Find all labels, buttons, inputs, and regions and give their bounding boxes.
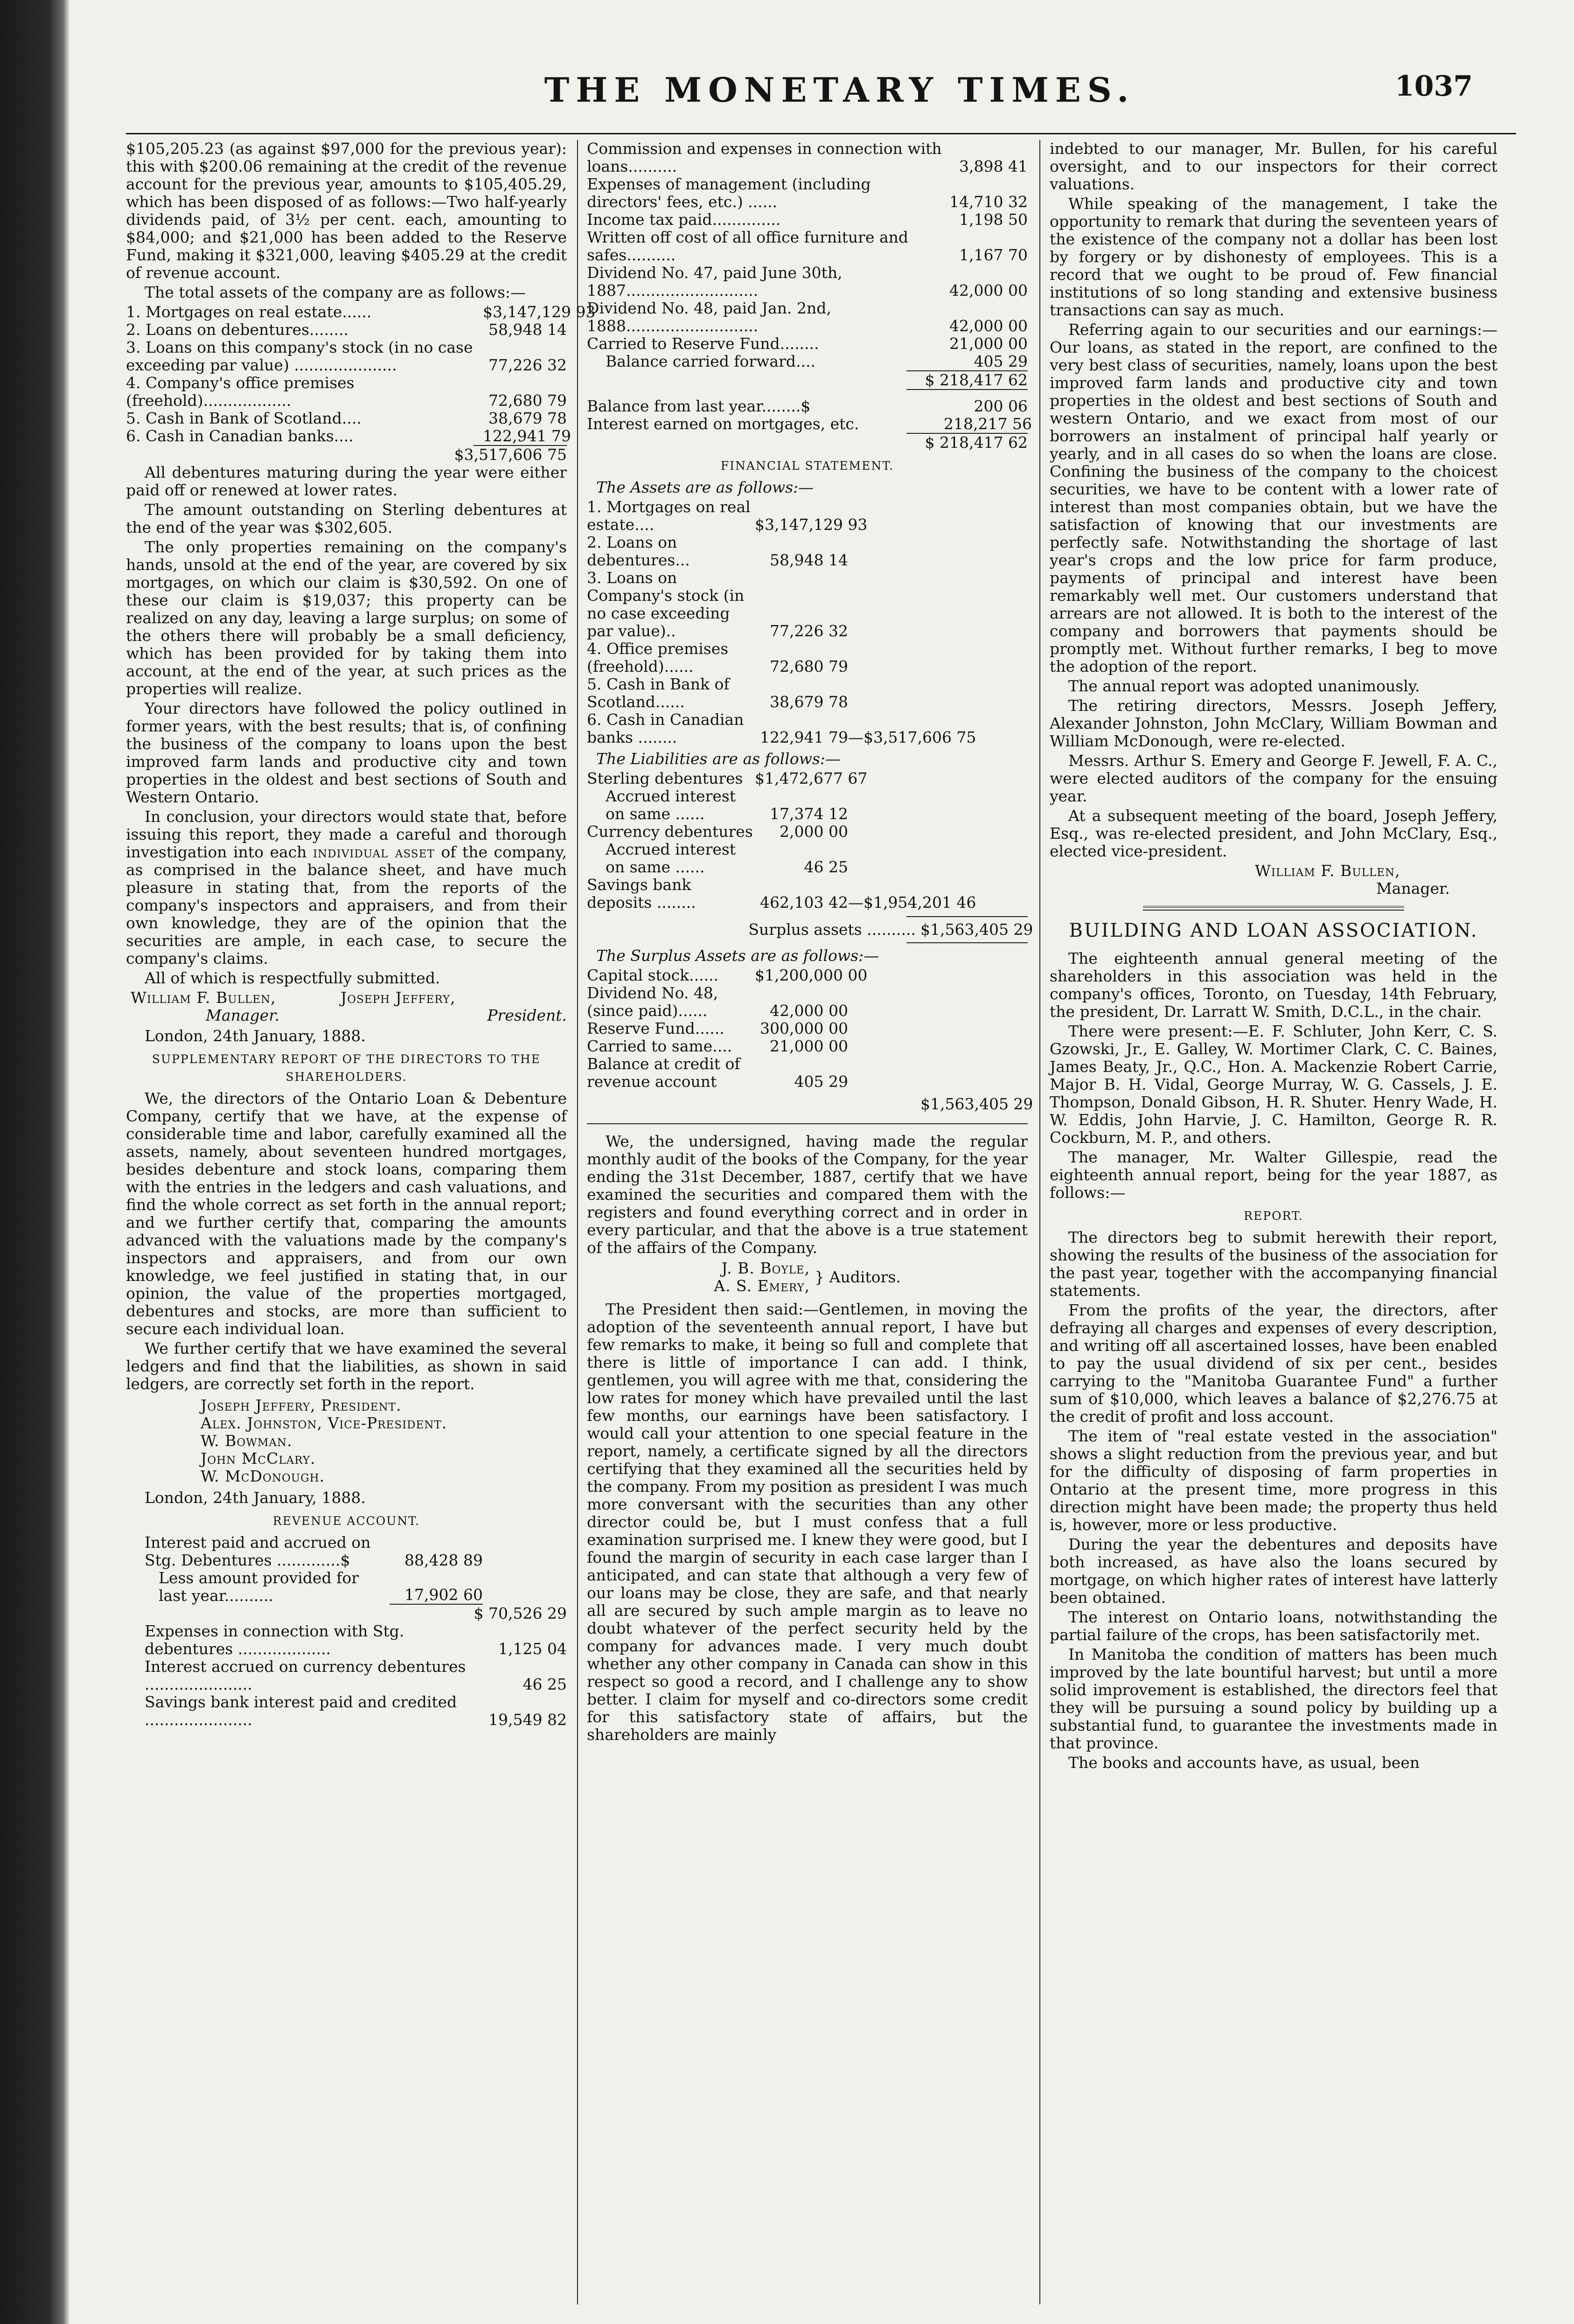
surplus-asset-row: Capital stock...... $1,200,000 00 (587, 966, 868, 984)
liability-row: Accrued interest on same ...... 17,374 12 (606, 787, 848, 823)
asset-row: 4. Office premises (freehold)...... 72,680 79 (587, 640, 848, 675)
page-spine-shadow (0, 0, 70, 2324)
column-rule-2 (1039, 140, 1040, 2304)
signature-titles: Manager. President. (206, 1006, 567, 1024)
liabilities-subheading: The Liabilities are as follows:— (596, 750, 841, 768)
surplus-asset-row: Dividend No. 48, (since paid)...... 42,000 00 (587, 984, 848, 1020)
paragraph: We further certify that we have examined the several ledgers and find that the liabilities, as shown in said ledgers, are correctly set forth in the report. (126, 1339, 567, 1393)
asset-row: 2. Loans on debentures........ 58,948 14 (126, 320, 567, 339)
financial-assets (587, 498, 1028, 746)
paragraph: $105,205.23 (as against $97,000 for the previous year): this with $200.06 remaining at the credit of the revenue account for the previous year, amounts to $105,405.29, which has been disposed of as follows:—Two half-yearly dividends paid, of 3½ per cent. each, amounting to $84,000; and $21,000 has been added to the Reserve Fund, making it $321,000, leaving $405.29 at the credit of revenue account. (126, 139, 567, 282)
masthead-title: THE MONETARY TIMES. (544, 70, 1135, 110)
asset-row: 4. Company's office premises (freehold).................. 72,680 79 (126, 374, 567, 410)
revenue-row: Commission and expenses in connection with loans.......... 3,898 41 (587, 139, 1028, 175)
paragraph: During the year the debentures and deposits have both increased, as have also the loans secured by mortgage, on which higher rates of interest have latterly been obtained. (1050, 1535, 1497, 1607)
surplus-asset-row: Balance at credit of revenue account 405 29 (587, 1055, 848, 1091)
credit-total: $ 218,417 62 (925, 433, 1028, 452)
paragraph: The manager, Mr. Walter Gillespie, read the eighteenth annual report, being for the year 1887, as follows:— (1050, 1148, 1497, 1202)
assets-list (126, 303, 596, 464)
revenue-row: Written off cost of all office furniture and safes.......... 1,167 70 (587, 228, 1028, 264)
report-heading: REPORT. (1244, 1209, 1303, 1223)
total-rule (906, 942, 1028, 943)
asset-row: 3. Loans on this company's stock (in no case exceeding par value) ..................... 77,226 32 (126, 338, 567, 374)
surplus-subheading: The Surplus Assets are as follows:— (596, 946, 879, 965)
paragraph: The amount outstanding on Sterling debentures at the end of the year was $302,605. (126, 501, 567, 536)
total-rule (906, 389, 1028, 390)
paragraph: We, the directors of the Ontario Loan & Debenture Company, certify that we have, at the expense of considerable time and labor, carefully examined all the assets, namely, about seventeen hundred mortgages, besides debenture and stock loans, comparing them with the entries in the ledgers and cash valuations, and find the whole correct as set forth in the annual report; and we further certify that, comparing the amounts advanced with the valuations made by the company's inspectors and appraisers, and from our own knowledge, we feel justified in stating that, in our opinion, the value of the properties mortgaged, debentures and stocks, are more than sufficient to secure each individual loan. (126, 1089, 567, 1338)
surplus-total-row: $1,563,405 29 (920, 1095, 1033, 1113)
surplus-assets (587, 966, 1033, 1113)
liability-row: Savings bank deposits ........ 462,103 42 —$1,954,201 46 (587, 876, 976, 912)
paragraph: The retiring directors, Messrs. Joseph Jeffery, Alexander Johnston, John McClary, William Bowman and William McDonough, were re-elected. (1050, 696, 1497, 750)
column-rule-1 (577, 140, 578, 2304)
paragraph: The only properties remaining on the company's hands, unsold at the end of the year, are covered by six mortgages, on which our claim is $30,592. On one of these our claim is $19,037; this property can be realized on any day, leaving a large surplus; on some of the others there will probably be a small deficiency, which has been provided for by taking them into account, at the end of the year, at such prices as the properties will realize. (126, 538, 567, 698)
signature-title: Manager. (1376, 879, 1450, 898)
revenue-row: Interest paid and accrued on Stg. Debentures .............$ 88,428 89 (145, 1533, 483, 1569)
paragraph: Your directors have followed the policy outlined in former years, with the best results; that is, of confining the business of the company to loans upon the best improved farm lands and productive city and town properties in the oldest and best sections of South and Western Ontario. (126, 699, 567, 806)
revenue-account-part2 (587, 139, 1032, 452)
column-3 (1050, 140, 1497, 2309)
paragraph: There were present:—E. F. Schluter, John Kerr, C. S. Gzowski, Jr., E. Galley, W. Mortimer Clark, C. C. Baines, James Beaty, Jr., Q.C., Hon. A. Mackenzie Robert Carrie, Major B. H. Vidal, George Murray, W. G. Cassels, J. E. Thompson, Donald Gibson, H. R. Shuter. Henry Wade, H. W. Eddis, John Harvie, J. C. Hamilton, George R. R. Cockburn, M. P., and others. (1050, 1022, 1497, 1147)
auditors-signature: J. B. Boyle, A. S. Emery, } Auditors. (714, 1259, 901, 1295)
supplementary-heading: SUPPLEMENTARY REPORT OF THE DIRECTORS TO THE SHAREHOLDERS. (152, 1052, 541, 1084)
credit-row: Interest earned on mortgages, etc. 218,217 56 (587, 415, 1032, 433)
financial-statement-heading: FINANCIAL STATEMENT. (720, 459, 894, 473)
credit-row: Balance from last year........$ 200 06 (587, 397, 1028, 415)
paragraph: While speaking of the management, I take the opportunity to remark that during the seventeen years of the existence of the company not a dollar has been lost by forgery or by dishonesty of employees. This is a record that we ought to be proud of. Few financial institutions of so long standing and extensive business transactions can say as much. (1050, 195, 1497, 319)
paragraph: At a subsequent meeting of the board, Joseph Jeffery, Esq., was re-elected president, and John McClary, Esq., elected vice-president. (1050, 807, 1497, 860)
asset-row: 6. Cash in Canadian banks.... 122,941 79 (126, 427, 571, 445)
liability-row: Currency debentures 2,000 00 (587, 822, 848, 841)
surplus-asset-row: Reserve Fund...... 300,000 00 (587, 1019, 848, 1037)
revenue-row: Less amount provided for last year.......... 17,902 60 (159, 1569, 483, 1605)
column-2 (587, 139, 1033, 2309)
asset-row: 2. Loans on debentures... 58,948 14 (587, 533, 848, 569)
paragraph: All debentures maturing during the year were either paid off or renewed at lower rates. (126, 463, 567, 499)
revenue-row: Carried to Reserve Fund........ 21,000 00 (587, 334, 1028, 353)
asset-row: 1. Mortgages on real estate...... $3,147,129 93 (126, 303, 596, 321)
column-1 (126, 139, 596, 2309)
paragraph: We, the undersigned, having made the regular monthly audit of the books of the Company, for the year ending the 31st December, 1887, certify that we have examined the securities and compared them with the registers and found everything correct and in order in every particular, and that the above is a true statement of the affairs of the Company. (587, 1132, 1028, 1257)
section-rule (587, 1123, 1028, 1124)
signature-names: William F. Bullen, Joseph Jeffery, (131, 988, 456, 1007)
paragraph: In Manitoba the condition of matters has been much improved by the late bountiful harvest; but until a more solid improvement is established, the directors feel that they will be pursuing a sound policy by building up a substantial fund, to guarantee the investments made in that province. (1050, 1645, 1497, 1752)
revenue-row: Dividend No. 47, paid June 30th, 1887........................... 42,000 00 (587, 264, 1028, 299)
signature-name: William F. Bullen, (1255, 862, 1400, 880)
paragraph: The eighteenth annual general meeting of the shareholders in this association was held in the company's offices, Toronto, on Tuesday, 14th February, the president, Dr. Larratt W. Smith, D.C.L., in the chair. (1050, 949, 1497, 1021)
liability-row: Sterling debentures $1,472,677 67 (587, 769, 868, 787)
asset-row: 1. Mortgages on real estate.... $3,147,129 93 (587, 498, 868, 534)
paragraph: The annual report was adopted unanimously. (1068, 677, 1420, 695)
asset-row: 5. Cash in Bank of Scotland...... 38,679 78 (587, 675, 848, 711)
paragraph: Messrs. Arthur S. Emery and George F. Jewell, F. A. C., were elected auditors of the company for the ensuing year. (1050, 751, 1497, 805)
surplus-row: Surplus assets .......... $1,563,405 29 (748, 920, 1033, 939)
paragraph: The total assets of the company are as follows:— (145, 283, 526, 301)
revenue-account-part1 (126, 1534, 567, 1729)
paragraph: The interest on Ontario loans, notwithstanding the partial failure of the crops, has been satisfactorily met. (1050, 1608, 1497, 1644)
surplus-asset-row: Carried to same.... 21,000 00 (587, 1037, 848, 1055)
revenue-row: Expenses of management (including directors' fees, etc.) ...... 14,710 32 (587, 175, 1028, 211)
revenue-row: Dividend No. 48, paid Jan. 2nd, 1888........................... 42,000 00 (587, 299, 1028, 335)
paragraph: From the profits of the year, the directors, after defraying all charges and expenses of every description, and writing off all ascertained losses, have been enabled to pay the usual dividend of six per cent., besides carrying to the "Manitoba Guarantee Fund" a further sum of $10,000, which leaves a balance of $2,276.75 at the credit of profit and loss account. (1050, 1301, 1497, 1426)
asset-row: 5. Cash in Bank of Scotland.... 38,679 78 (126, 409, 567, 427)
paragraph: All of which is respectfully submitted. (145, 969, 440, 987)
signers-list: Joseph Jeffery, President. Alex. Johnston, Vice-President. W. Bowman. John McClary. W. McDonough. (201, 1396, 447, 1485)
paragraph: The item of "real estate vested in the association" shows a slight reduction from the previous year, and but for the difficulty of disposing of farm properties in Ontario at the present time, more progress in this direction might have been made; the property thus held is, however, more or less productive. (1050, 1427, 1497, 1534)
financial-liabilities (587, 769, 1033, 943)
revenue-row: Interest accrued on currency debentures ...................... 46 25 (145, 1657, 567, 1693)
revenue-row: Income tax paid.............. 1,198 50 (587, 210, 1028, 229)
section-divider (1143, 906, 1404, 911)
revenue-heading: REVENUE ACCOUNT. (272, 1514, 420, 1528)
total-rule (906, 916, 1028, 917)
revenue-row: $ 70,526 29 (474, 1604, 567, 1622)
revenue-row: Savings bank interest paid and credited ...................... 19,549 82 (145, 1693, 567, 1729)
assets-total: $3,517,606 75 (454, 445, 567, 464)
page-number: 1037 (1395, 70, 1473, 103)
building-loan-heading: BUILDING AND LOAN ASSOCIATION. (1069, 920, 1478, 941)
revenue-total: $ 218,417 62 (925, 371, 1028, 389)
paragraph: The books and accounts have, as usual, been (1068, 1753, 1420, 1772)
paragraph: The directors beg to submit herewith their report, showing the results of the business of the association for the past year, together with the accompanying financial statements. (1050, 1228, 1497, 1300)
asset-row: 6. Cash in Canadian banks ........ 122,941 79 —$3,517,606 75 (587, 710, 976, 746)
dateline: London, 24th January, 1888. (145, 1489, 366, 1507)
header-rule (126, 133, 1516, 134)
paragraph: In conclusion, your directors would state that, before issuing this report, they made a careful and thorough investigation into each individual asset of the company, as comprised in the balance sheet, and have much pleasure in stating that, from the reports of the company's inspectors and appraisers, and from their own knowledge, they are of the opinion that the securities are ample, in each case, to secure the company's claims. (126, 807, 567, 967)
revenue-row: Balance carried forward.... 405 29 (606, 352, 1028, 370)
paragraph: The President then said:—Gentlemen, in moving the adoption of the seventeenth annual report, I have but few remarks to make, it being so full and complete that there is little of importance I can add. I think, gentlemen, you will agree with me that, considering the low rates for money which have prevailed until the last few months, our earnings have been satisfactory. I would call your attention to one special feature in the report, namely, a certificate signed by all the directors certifying that they examined all the securities held by the company. From my position as president I was much more conversant with the securities than any other director could be, but I must confess that a full examination surprised me. I knew they were good, but I found the margin of security in each case larger than I anticipated, and can state that although a very few of our loans may be close, they are safe, and that nearly all are secured by such ample margin as to leave no doubt whatever of the perfect security held by the company for advances made. I very much doubt whether any other company in Canada can show in this respect so good a record, and I challenge any to show better. I claim for myself and co-directors some credit for this satisfactory state of affairs, but the shareholders are mainly (587, 1300, 1028, 1744)
dateline: London, 24th January, 1888. (145, 1027, 366, 1045)
asset-row: 3. Loans on Company's stock (in no case exceeding par value).. 77,226 32 (587, 569, 848, 640)
paragraph: Referring again to our securities and our earnings:—Our loans, as stated in the report, are confined to the very best class of securities, namely, loans upon the best improved farm lands and productive city and town properties in the oldest and best sections of South and western Ontario, and we exact from most of our borrowers an instalment of principal half yearly or yearly, and in all cases do so when the loans are close. Confining the business of the company to the choicest securities, we have to be content with a lower rate of interest than most companies obtain, but we have the satisfaction of knowing that our investments are perfectly safe. Notwithstanding the shortage of last year's crops and the low price for farm produce, payments of principal and interest have been remarkably well met. Our customers understand that arrears are not allowed. It is both to the interest of the company and borrowers that payments should be promptly met. Without further remarks, I beg to move the adoption of the report. (1050, 320, 1497, 675)
paragraph: indebted to our manager, Mr. Bullen, for his careful oversight, and to our inspectors for their correct valuations. (1050, 139, 1497, 193)
revenue-row: Expenses in connection with Stg. debentures ................... 1,125 04 (145, 1622, 567, 1658)
assets-subheading: The Assets are as follows:— (596, 478, 814, 496)
liability-row: Accrued interest on same ...... 46 25 (606, 840, 848, 876)
